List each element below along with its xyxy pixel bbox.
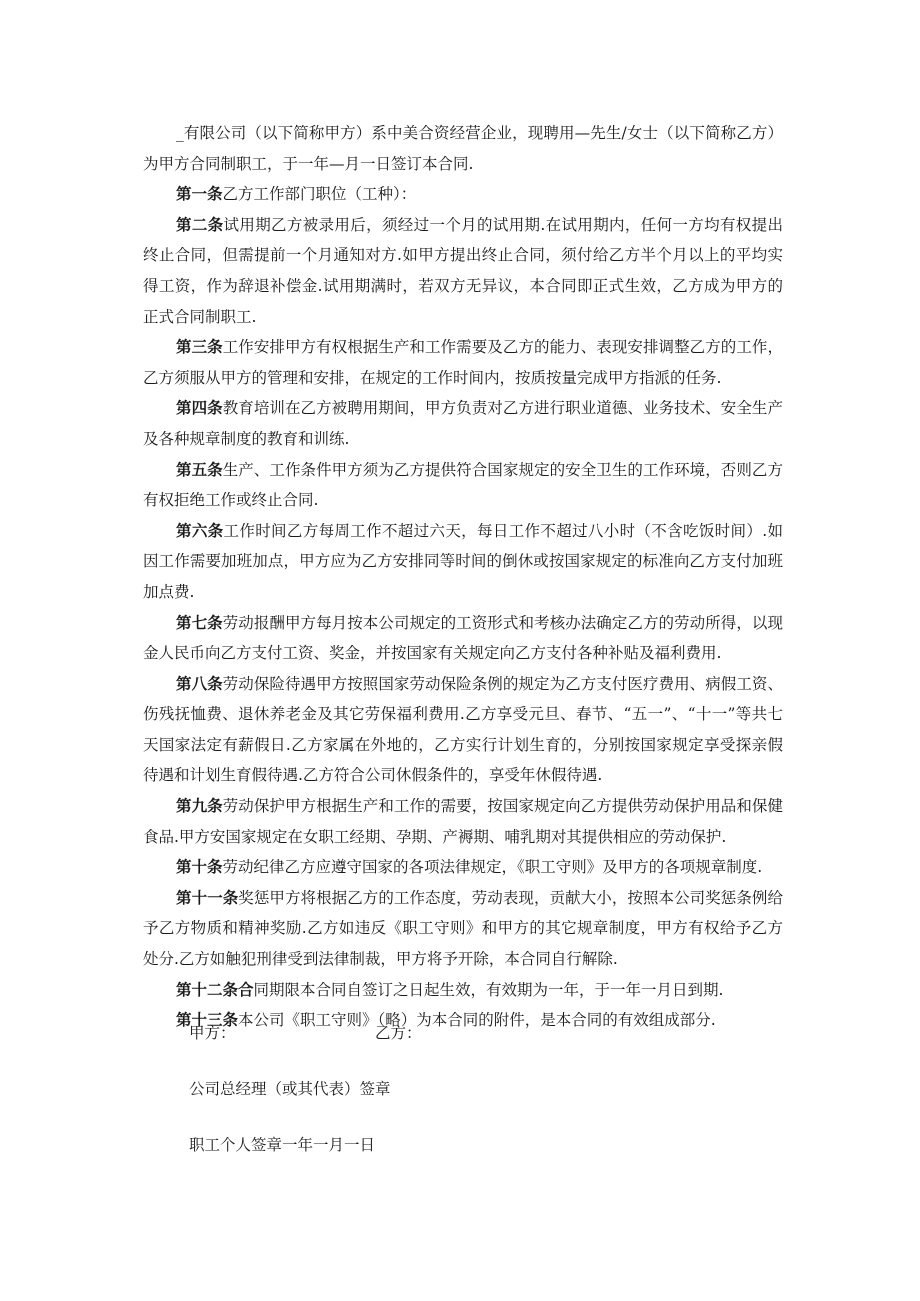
article-text: 试用期乙方被录用后，须经过一个月的试用期.在试用期内，任何一方均有权提出终止合同，但需提前一个月通知对方.如甲方提出终止合同，须付给乙方半个月以上的平均实得工资，作为辞退补偿金.试用期满时，若双方无异议，本合同即正式生效，乙方成为甲方的正式合同制职工. (143, 215, 783, 326)
employee-signature-line: 职工个人签章一年一月一日 (189, 1136, 376, 1154)
article-text: 劳动报酬甲方每月按本公司规定的工资形式和考核办法确定乙方的劳动所得，以现金人民币向乙方支付工资、奖金，并按国家有关规定向乙方支付各种补贴及福利费用. (143, 613, 783, 663)
article-number: 第六条 (176, 520, 224, 540)
article-5 (143, 455, 783, 516)
article-text: 劳动保护甲方根据生产和工作的需要，按国家规定向乙方提供劳动保护用品和保健食品.甲方安国家规定在女职工经期、孕期、产褥期、哺乳期对其提供相应的劳动保护. (143, 797, 783, 846)
article-number: 第一条 (176, 184, 223, 204)
article-number: 第八条 (176, 673, 223, 693)
article-number: 第七条 (176, 612, 223, 632)
article-text: 工作安排甲方有权根据生产和工作需要及乙方的能力、表现安排调整乙方的工作，乙方须服从甲方的管理和安排，在规定的工作时间内，按质按量完成甲方指派的任务. (143, 338, 783, 387)
party-b-label: 乙方： (375, 1024, 422, 1042)
article-text: 同期限本合同自签订之日起生效，有效期为一年，于一年一月日到期. (253, 980, 724, 999)
article-text: 本公司《职工守则》（略）为本合同的附件，是本合同的有效组成部分. (238, 1011, 716, 1030)
article-13 (143, 1005, 783, 1036)
article-text: 教育培训在乙方被聘用期间，甲方负责对乙方进行职业道德、业务技术、安全生产及各种规章制度的教育和训练. (143, 399, 783, 448)
party-a-label: 甲方： (189, 1024, 236, 1042)
article-text: 生产、工作条件甲方须为乙方提供符合国家规定的安全卫生的工作环境，否则乙方有权拒绝工作或终止合同. (143, 460, 783, 510)
article-text: 乙方工作部门职位（工种）： (222, 185, 417, 204)
article-6 (143, 516, 783, 608)
article-2 (143, 210, 783, 332)
article-10 (143, 852, 783, 883)
article-8 (143, 669, 783, 791)
article-text: 劳动纪律乙方应遵守国家的各项法律规定，《职工守则》及甲方的各项规章制度. (222, 858, 763, 877)
article-number: 第十条 (176, 857, 223, 877)
article-number: 第四条 (176, 398, 223, 418)
article-4 (143, 393, 783, 454)
article-text: 工作时间乙方每周工作不超过六天，每日工作不超过八小时（不含吃饭时间）.如因工作需要加班加点，甲方应为乙方安排同等时间的倒休或按国家规定的标准向乙方支付加班加点费. (143, 521, 783, 601)
manager-signature-line: 公司总经理（或其代表）签章 (189, 1080, 391, 1098)
article-number: 第九条 (176, 796, 223, 816)
article-number: 第十二条合 (176, 979, 254, 999)
article-number: 第十一条 (176, 887, 239, 907)
article-number: 第十三条 (176, 1010, 239, 1030)
article-7 (143, 608, 783, 669)
article-1 (143, 179, 783, 210)
contract-body (143, 118, 783, 1036)
article-11 (143, 883, 783, 975)
article-number: 第二条 (176, 214, 224, 234)
article-number: 第三条 (176, 337, 223, 357)
article-number: 第五条 (176, 459, 223, 479)
article-3 (143, 332, 783, 393)
article-9 (143, 791, 783, 852)
intro-paragraph: _有限公司（以下简称甲方）系中美合资经营企业，现聘用—先生/女士（以下简称乙方）为甲方合同制职工，于一年—月一日签订本合同. (143, 124, 783, 173)
article-text: 劳动保险待遇甲方按照国家劳动保险条例的规定为乙方支付医疗费用、病假工资、伤残抚恤费、退休养老金及其它劳保福利费用.乙方享受元旦、春节、“五一”、“十一”等共七天国家法定有薪假日.乙方家属在外地的，乙方实行计划生育的，分别按国家规定享受探亲假待遇和计划生育假待遇.乙方符合公司休假条件的，享受年休假待遇. (143, 674, 783, 785)
article-12 (143, 975, 783, 1006)
article-text: 奖惩甲方将根据乙方的工作态度，劳动表现，贡献大小，按照本公司奖惩条例给予乙方物质和精神奖励.乙方如违反《职工守则》和甲方的其它规章制度，甲方有权给予乙方处分.乙方如触犯刑律受到法律制裁，甲方将予开除，本合同自行解除. (143, 888, 783, 969)
